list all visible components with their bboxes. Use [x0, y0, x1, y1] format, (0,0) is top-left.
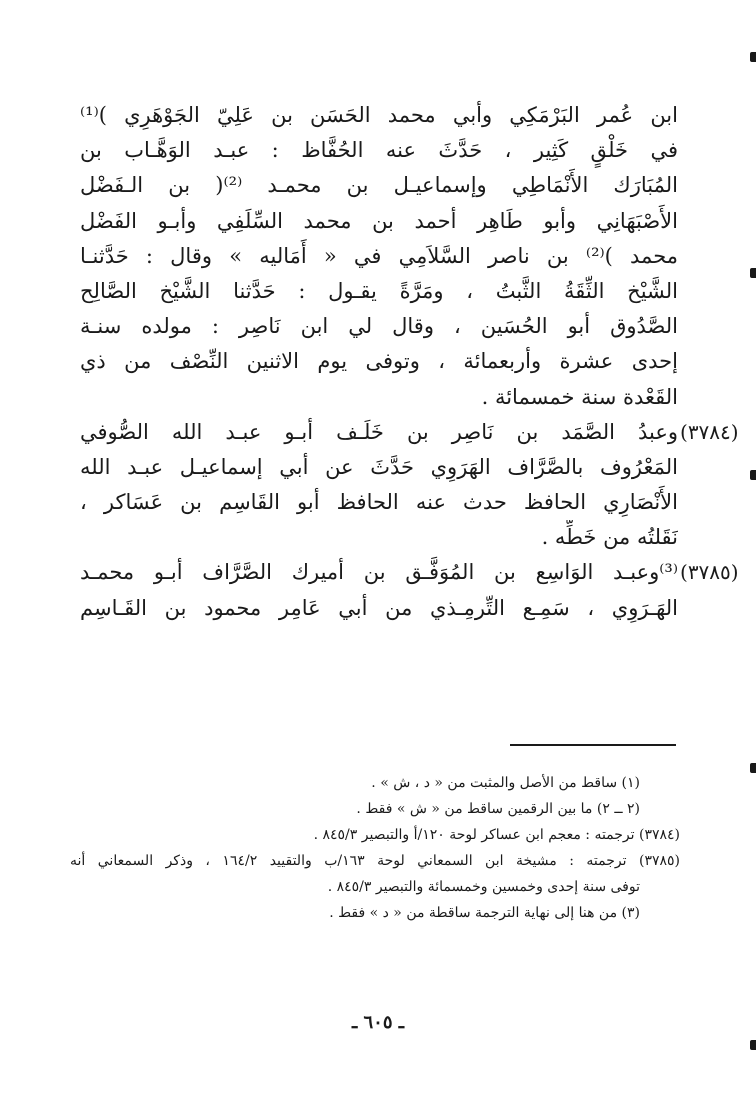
text-line: في خَلْقٍ كَثِير ، حَدَّثَ عنه الحُفَّاظ : عبـد الوَهَّـاب بن [80, 138, 678, 163]
biography-entry-3785 [80, 555, 739, 625]
scan-edge-mark [750, 470, 756, 480]
entry-line: نَقَلتُه من خَطِّه . [541, 525, 678, 550]
footnote-separator [510, 744, 676, 746]
entry-line: وعبدُ الصَّمَد بن نَاصِر بن خَلَـف أبـو عبـد الله الصُّوفي [80, 419, 678, 444]
footnote: (٢ ــ ٢) ما بين الرقمين ساقط من « ش » فقط . [356, 801, 640, 817]
scan-edge-mark [750, 763, 756, 773]
footnote: توفى سنة إحدى وخمسين وخمسمائة والتبصير ٨٤٥/٣ . [327, 879, 640, 895]
scan-edge-mark [750, 52, 756, 62]
footnotes [70, 770, 680, 926]
text-line: الصَّدُوق أبو الحُسَين ، وقال لي ابن نَاصِر : مولده سنـة [80, 314, 678, 339]
page-number: ـ ٦٠٥ ـ [351, 1012, 405, 1033]
entry-number: (٣٧٨٥) [680, 560, 739, 585]
footnote: (٣٧٨٥) ترجمته : مشيخة ابن السمعاني لوحة ١٦٣/ب والتقييد ١٦٤/٢ ، وذكر السمعاني أنه [70, 853, 680, 869]
text-line: محمد )⁽²⁾ بن ناصر السَّلاَمِي في « أَمَاليه » وقال : حَدَّثنـا [80, 243, 678, 268]
footnote: (٣) من هنا إلى نهاية الترجمة ساقطة من « د » فقط . [329, 905, 640, 921]
entry-number: (٣٧٨٤) [680, 419, 739, 444]
text-line: الشَّيْخ الثِّقَةُ الثَّبتُ ، ومَرَّةً يقـول : حَدَّثنا الشَّيْخ الصَّالِح [80, 278, 678, 303]
entry-line: الأَنْصَارِي الحافظ حدث عنه الحافظ أبو القَاسِم بن عَسَاكر ، [80, 490, 678, 515]
footnote: (١) ساقط من الأصل والمثبت من « د ، ش » . [371, 775, 640, 791]
main-text [80, 98, 739, 626]
text-line: القَعْدة سنة خمسمائة . [481, 384, 678, 409]
biography-entry-3784 [80, 415, 739, 556]
footnote: (٣٧٨٤) ترجمته : معجم ابن عساكر لوحة ١٢٠/أ والتبصير ٨٤٥/٣ . [313, 827, 680, 843]
text-line: إحدى عشرة وأربعمائة ، وتوفى يوم الاثنين النِّصْف من ذي [80, 349, 678, 374]
entry-line: الهَـرَوِي ، سَمِـع التِّرمِـذي من أبي عَامِر محمود بن القَـاسِم [80, 595, 678, 620]
scan-edge-mark [750, 1040, 756, 1050]
text-line: المُبَارَك الأَنْمَاطِي وإسماعيـل بن محمـد ⁽²⁾( بن الـفَضْل [80, 173, 678, 198]
scan-edge-mark [750, 268, 756, 278]
entry-line: المَعْرُوف بالصَّرَّاف الهَرَوِي حَدَّثَ عن أبي إسماعيـل عبـد الله [80, 454, 678, 479]
text-line: الأَصْبَهَانِي وأبو طَاهِر أحمد بن محمد السِّلَفِي وأبـو الفَضْل [80, 208, 678, 233]
entry-line: ⁽³⁾وعبـد الوَاسِع بن المُوَفَّـق بن أميرك الصَّرَّاف أبـو محمـد [80, 560, 678, 585]
text-line: ابن عُمر البَرْمَكِي وأبي محمد الحَسَن بن عَلِيّ الجَوْهَرِي )⁽¹⁾ [80, 103, 678, 127]
